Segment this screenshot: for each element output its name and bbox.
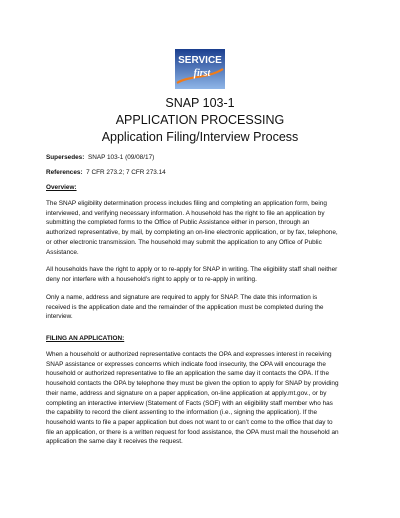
- overview-paragraph-3: [46, 293, 366, 322]
- line: When a household or authorized representative contacts the OPA and expresses interest in receiving: [46, 351, 332, 358]
- logo-word-first: first: [193, 68, 211, 79]
- line: SNAP assistance or expresses concerns which indicate food insecurity, the OPA will encourage the: [46, 360, 326, 368]
- logo-word-service: SERVICE: [178, 55, 222, 66]
- section-title: APPLICATION PROCESSING: [115, 113, 285, 127]
- line: household contacts the OPA by telephone they must be given the option to apply for SNAP by providing: [46, 380, 339, 388]
- line: household wants to file a paper application but does not want to or can’t come to the office that day to: [46, 418, 333, 426]
- line: Only a name, address and signature are required to apply for SNAP. The date this information is: [46, 294, 318, 301]
- line: submitting the completed forms to the Office of Public Assistance either in person, through an: [46, 219, 310, 227]
- references-label: References:: [46, 169, 83, 176]
- references-value: 7 CFR 273.2; 7 CFR 273.14: [86, 169, 166, 176]
- topic-title: Application Filing/Interview Process: [101, 130, 299, 144]
- line: authorized representative, by mail, by completing an on-line electronic application, or by fax, telephone,: [46, 229, 338, 237]
- line: their name, address and signature on a paper application, on-line application at apply.mt.gov., or by: [46, 389, 327, 397]
- overview-paragraph-1: [46, 199, 366, 257]
- line: Assistance.: [46, 248, 79, 256]
- line: All households have the right to apply or to re-apply for SNAP in writing. The eligibility staff shall neither: [46, 266, 338, 273]
- title-block: [0, 95, 400, 146]
- line: The SNAP eligibility determination process includes filing and completing an application form, being: [46, 200, 327, 207]
- line: received is the application date and the remainder of the application must be completed during the: [46, 303, 324, 311]
- references-line: [46, 168, 366, 177]
- line: the capability to record the client assenting to the information (i.e., signing the application). If the: [46, 409, 318, 417]
- line: file an application, or there is a written request for food assistance, the OPA must mail the household an: [46, 428, 339, 436]
- line: interviewed, and verifying necessary information. A household has the right to file an application by: [46, 209, 325, 217]
- service-first-logo: [175, 49, 225, 89]
- policy-code: SNAP 103-1: [165, 96, 235, 110]
- line: interview.: [46, 313, 73, 321]
- line: deny nor interfere with a household’s right to apply or to re-apply in writing.: [46, 275, 257, 283]
- line: or other electronic transmission. The household may submit the application to any Office of Public: [46, 238, 322, 246]
- filing-paragraph-1: [46, 350, 366, 447]
- service-first-logo-graphic: [175, 49, 225, 89]
- supersedes-value: SNAP 103-1 (09/08/17): [87, 154, 155, 161]
- supersedes-label: Supersedes:: [46, 154, 85, 161]
- supersedes-line: [46, 153, 366, 162]
- overview-heading: Overview:: [46, 184, 77, 191]
- line: household or authorized representative to file an application the same day it contacts the OPA. If the: [46, 370, 330, 378]
- line: application the same day it receives the request.: [46, 438, 183, 446]
- overview-paragraph-2: [46, 265, 366, 284]
- line: completing an interactive interview (Statement of Facts (SOF) with an eligibility staff member who has: [46, 399, 333, 407]
- filing-heading: FILING AN APPLICATION:: [46, 335, 125, 342]
